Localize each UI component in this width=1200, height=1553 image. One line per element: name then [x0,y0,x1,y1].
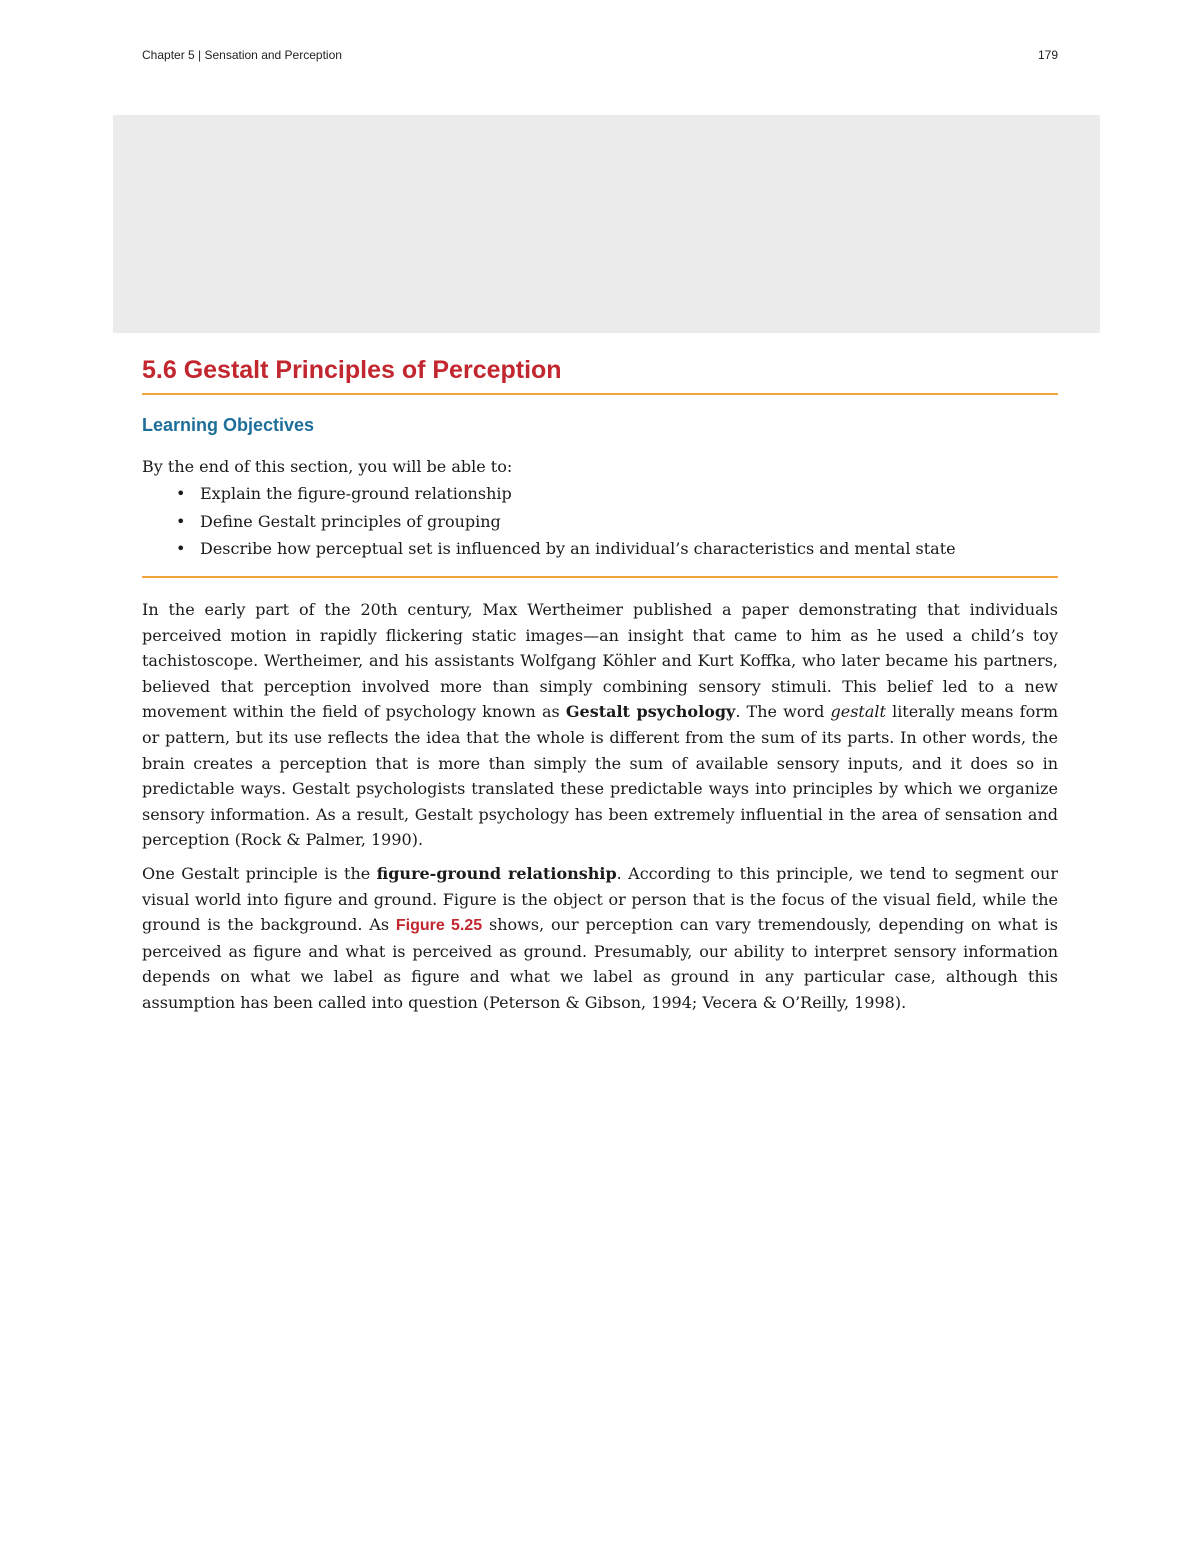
image-placeholder [113,115,1100,333]
objective-text: Describe how perceptual set is influenced by an individual’s characteristics and mental state [200,539,956,558]
chapter-label: Chapter 5 | Sensation and Perception [142,48,342,62]
running-header [142,48,1058,66]
text-run: . The word [735,702,831,722]
bullet-icon: • [176,484,186,503]
divider-bottom [142,576,1058,578]
learning-objectives-list [142,482,956,565]
emphasis-gestalt: gestalt [830,702,886,722]
key-term-figure-ground: figure-ground relationship [376,863,617,883]
learning-objectives-intro: By the end of this section, you will be able to: [142,457,513,476]
text-run: One Gestalt principle is the [142,863,377,883]
objective-text: Define Gestalt principles of grouping [200,511,501,531]
learning-objectives-heading: Learning Objectives [142,415,315,435]
bullet-icon: • [176,511,186,531]
paragraph-1 [142,597,1058,853]
list-item [142,510,956,538]
list-item [142,482,956,510]
bullet-icon: • [176,539,186,558]
key-term-gestalt-psychology: Gestalt psychology [565,702,736,722]
section-title: 5.6 Gestalt Principles of Perception [142,356,562,384]
text-run: . According to this principle, we tend to segment our visual world into figure and ground. Figure is the object or person that is the focus of the visual field, while the ground is the background. As [142,863,1058,935]
objective-text: Explain the figure-ground relationship [200,484,512,503]
text-run: literally means form or pattern, but its use reflects the idea that the whole is different from the sum of its parts. In other words, the brain creates a perception that is more than simply the sum of available sensory inputs, and it does so in predictable ways. Gestalt psychologists translated these predictable ways into principles by which we organize sensory information. As a result, Gestalt psychology has been extremely influential in the area of sensation and perception (Rock & Palmer, 1990). [142,702,1059,850]
page-number: 179 [1037,48,1058,62]
text-run: shows, our perception can vary tremendously, depending on what is perceived as figure and what is perceived as ground. Presumably, our ability to interpret sensory information depends on what we label as figure and what we label as ground in any particular case, although this assumption has been called into question (Peterson & Gibson, 1994; Vecera & O’Reilly, 1998). [142,915,1059,1012]
divider-top [142,393,1058,395]
text-run: In the early part of the 20th century, Max Wertheimer published a paper demonstrating that individuals perceived motion in rapidly flickering static images—an insight that came to him as he used a child’s toy tachistoscope. Wertheimer, and his assistants Wolfgang Köhler and Kurt Koffka, who later became his partners, believed that perception involved more than simply combining sensory stimuli. This belief led to a new movement within the field of psychology known as [142,600,1058,722]
list-item [142,537,956,565]
body-text [142,597,1058,1024]
figure-5-25-link[interactable]: Figure 5.25 [395,917,483,935]
paragraph-2 [142,861,1058,1016]
